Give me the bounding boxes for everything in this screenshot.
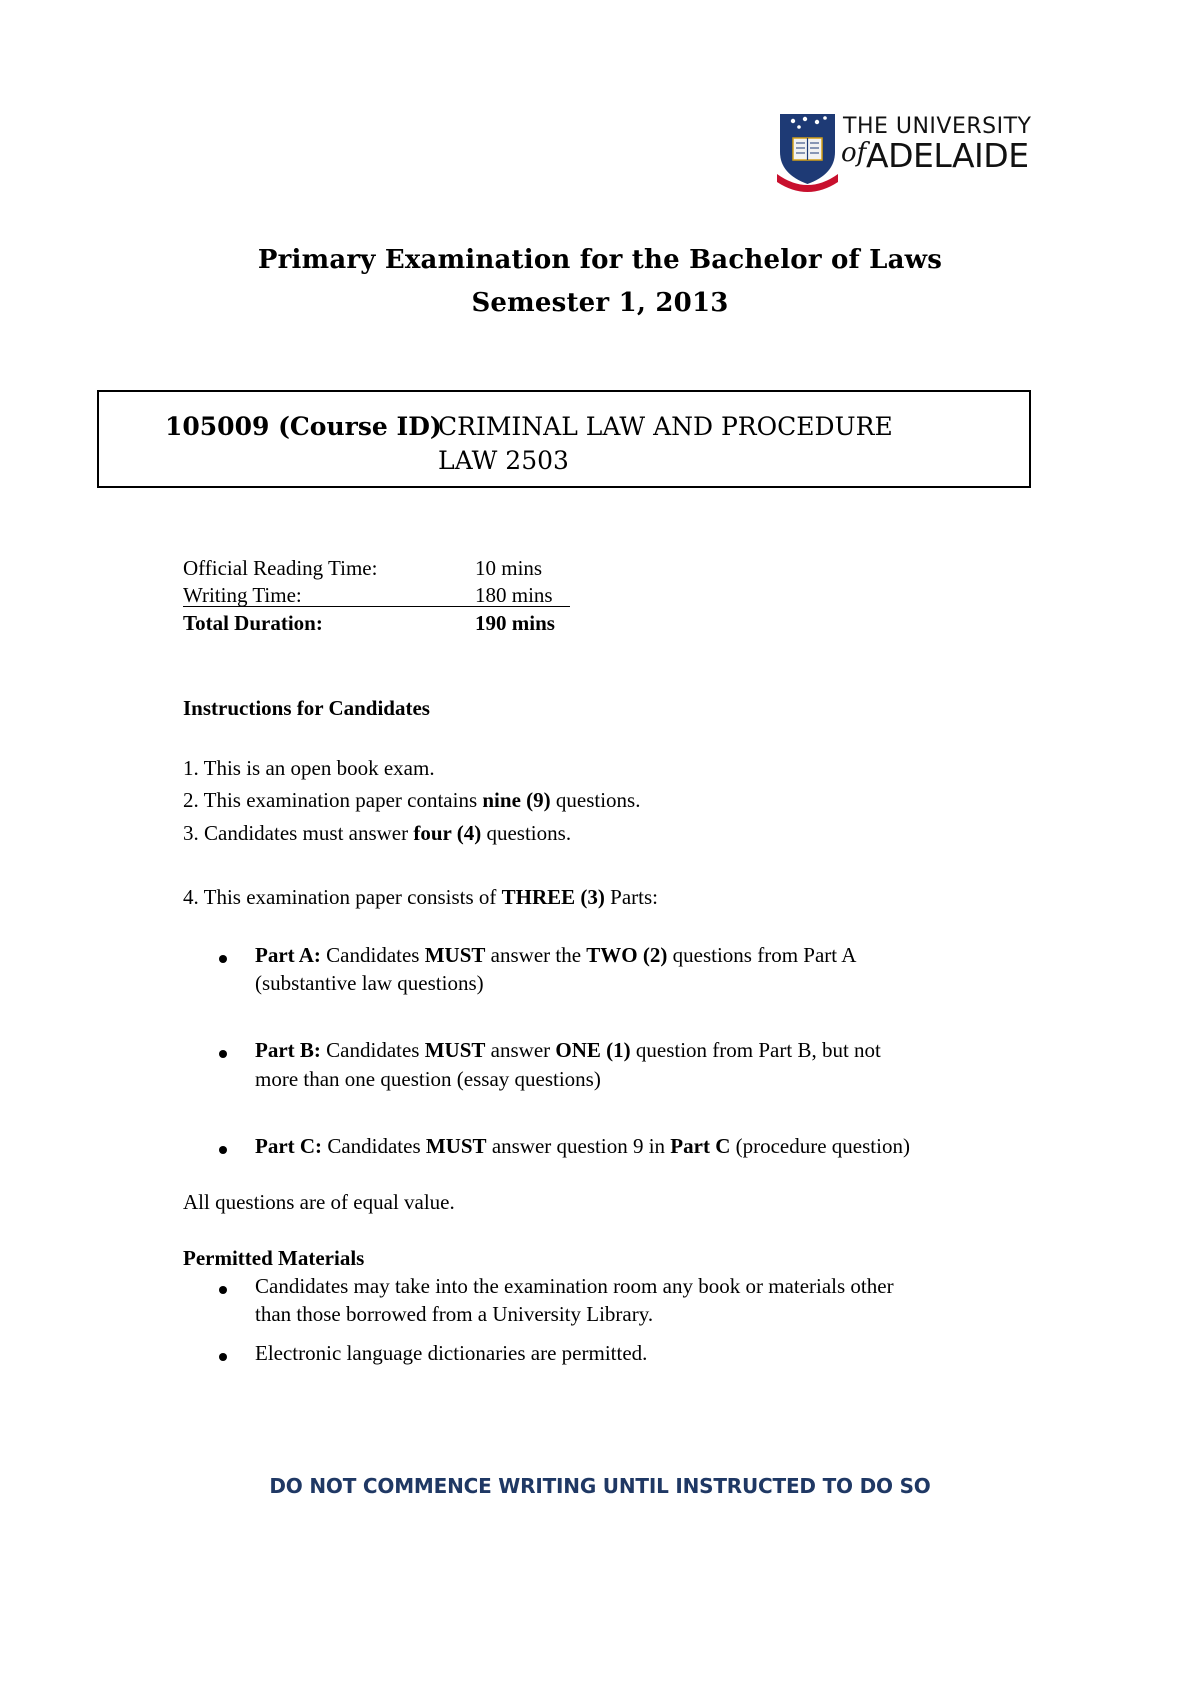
part-a-line1: Part A: Candidates MUST answer the TWO (2) questions from Part A xyxy=(255,943,857,967)
bullet-icon xyxy=(219,1146,227,1154)
bullet-icon xyxy=(219,1286,227,1294)
shield-crest xyxy=(780,114,835,184)
course-code: LAW 2503 xyxy=(438,446,569,475)
instruction-item-3: 3. Candidates must answer four (4) questions. xyxy=(183,821,572,845)
writing-time-label: Writing Time: xyxy=(183,583,302,607)
logo-wordmark-line1: THE UNIVERSITY xyxy=(843,114,1032,139)
instruction-item-4: 4. This examination paper consists of THREE (3) Parts: xyxy=(183,885,658,909)
bullet-icon xyxy=(219,1050,227,1058)
logo-wordmark-of: of xyxy=(841,138,867,168)
permitted-item-1-line1: Candidates may take into the examination room any book or materials other xyxy=(255,1274,894,1298)
instructions-heading: Instructions for Candidates xyxy=(183,696,430,720)
part-c-line1: Part C: Candidates MUST answer question 9 in Part C (procedure question) xyxy=(255,1134,910,1158)
total-duration-value: 190 mins xyxy=(475,611,555,635)
writing-time-value: 180 mins xyxy=(475,583,553,607)
commence-warning: DO NOT COMMENCE WRITING UNTIL INSTRUCTED TO DO SO xyxy=(269,1474,931,1498)
part-b-line2: more than one question (essay questions) xyxy=(255,1067,601,1091)
part-b-line1: Part B: Candidates MUST answer ONE (1) question from Part B, but not xyxy=(255,1038,881,1062)
logo-wordmark-line2: ADELAIDE xyxy=(866,136,1029,175)
reading-time-value: 10 mins xyxy=(475,556,543,580)
instruction-item-1: 1. This is an open book exam. xyxy=(183,756,435,780)
equal-value-note: All questions are of equal value. xyxy=(183,1190,455,1214)
permitted-item-1-line2: than those borrowed from a University Library. xyxy=(255,1302,654,1326)
bullet-icon xyxy=(219,1353,227,1361)
reading-time-label: Official Reading Time: xyxy=(183,556,378,580)
exam-title: Primary Examination for the Bachelor of Laws xyxy=(257,245,943,275)
total-duration-label: Total Duration: xyxy=(183,611,323,635)
course-id: 105009 (Course ID) xyxy=(165,412,442,441)
permitted-materials-heading: Permitted Materials xyxy=(183,1246,365,1270)
exam-semester: Semester 1, 2013 xyxy=(471,288,729,318)
writing-time-underline xyxy=(183,606,570,607)
course-name: CRIMINAL LAW AND PROCEDURE xyxy=(438,412,893,441)
bullet-icon xyxy=(219,955,227,963)
part-a-line2: (substantive law questions) xyxy=(255,971,484,995)
permitted-item-2: Electronic language dictionaries are permitted. xyxy=(255,1341,648,1365)
instruction-item-2: 2. This examination paper contains nine (9) questions. xyxy=(183,788,641,812)
